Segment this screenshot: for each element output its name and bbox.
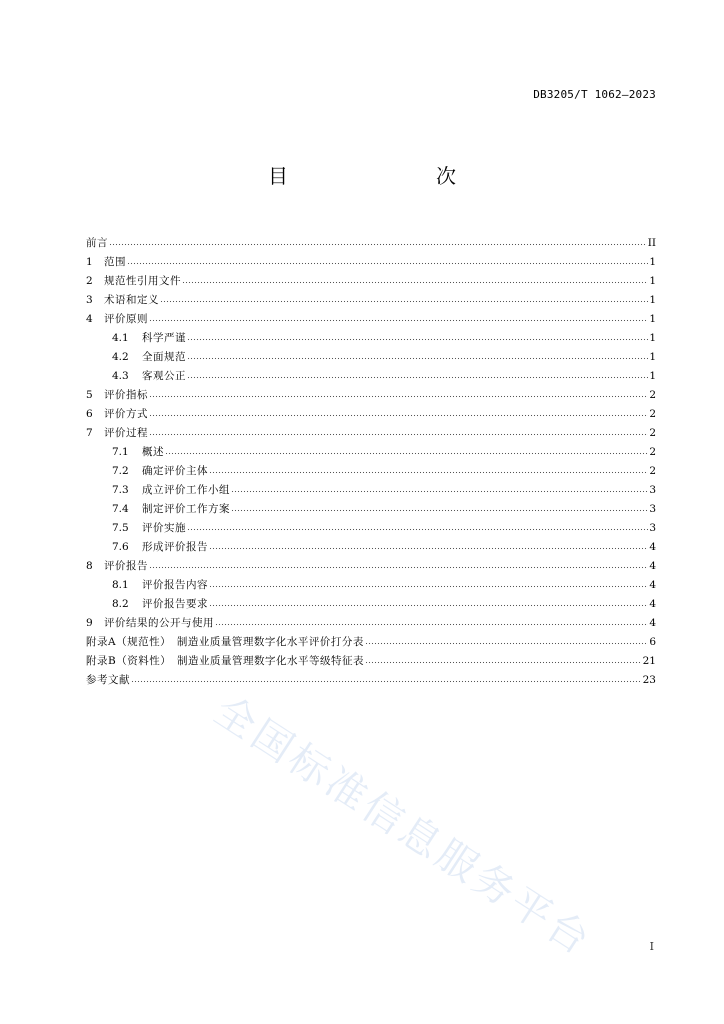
toc-dot-leader [365,639,648,645]
toc-entry[interactable] [86,310,656,329]
toc-entry[interactable] [86,652,656,671]
toc-entry-page: 2 [649,465,656,477]
toc-dot-leader [215,620,648,626]
toc-entry-number: 8.2 [112,598,129,610]
toc-entry-number: 4 [86,313,93,325]
toc-entry-page: 1 [649,370,656,382]
toc-entry[interactable] [86,557,656,576]
toc-entry[interactable] [86,443,656,462]
toc-dot-leader [209,582,648,588]
toc-entry[interactable] [86,595,656,614]
toc-entry-page: 4 [649,598,656,610]
toc-dot-leader [209,468,648,474]
toc-entry[interactable] [86,519,656,538]
toc-entry-label: 制定评价工作方案 [142,503,230,515]
toc-dot-leader [187,335,648,341]
toc-dot-leader [187,354,648,360]
toc-entry-label: 评价报告 [104,560,148,572]
toc-entry-number: 8 [86,560,93,572]
toc-entry-page: 2 [649,427,656,439]
toc-dot-leader [160,297,648,303]
toc-entry-label: 前言 [86,237,108,249]
toc-dot-leader [187,525,648,531]
toc-entry[interactable] [86,424,656,443]
toc-entry[interactable] [86,348,656,367]
toc-entry-page: 3 [649,503,656,515]
toc-entry-label: 评价指标 [104,389,148,401]
toc-entry[interactable] [86,272,656,291]
toc-entry-label: 科学严谨 [142,332,186,344]
toc-entry-page: 1 [649,313,656,325]
toc-entry-label: 全面规范 [142,351,186,363]
toc-entry-label: 评价方式 [104,408,148,420]
toc-entry-label: 客观公正 [142,370,186,382]
toc-dot-leader [131,677,642,683]
toc-dot-leader [127,259,648,265]
toc-entry-number: 7.3 [112,484,129,496]
toc-entry-label: 评价结果的公开与使用 [104,617,214,629]
toc-entry[interactable] [86,614,656,633]
page-title: 目 次 [268,164,492,188]
toc-entry[interactable] [86,234,656,253]
toc-entry-page: 4 [649,579,656,591]
toc-entry-label: 确定评价主体 [142,465,208,477]
toc-entry-number: 7.4 [112,503,129,515]
toc-dot-leader [109,240,647,246]
toc-dot-leader [231,487,648,493]
toc-entry-label: 评价报告内容 [142,579,208,591]
toc-entry-label: 概述 [142,446,164,458]
toc-entry[interactable] [86,367,656,386]
toc-entry[interactable] [86,386,656,405]
toc-entry-label: 范围 [104,256,126,268]
toc-entry-label: 附录A（规范性） 制造业质量管理数字化水平评价打分表 [86,636,364,648]
toc-entry-label: 评价过程 [104,427,148,439]
toc-dot-leader [149,430,648,436]
toc-entry-page: 6 [649,636,656,648]
toc-entry-number: 3 [86,294,93,306]
toc-entry-label: 附录B（资料性） 制造业质量管理数字化水平等级特征表 [86,655,364,667]
toc-entry-label: 成立评价工作小组 [142,484,230,496]
toc-entry-label: 评价原则 [104,313,148,325]
toc-dot-leader [365,658,642,664]
toc-entry-page: 2 [649,446,656,458]
toc-entry[interactable] [86,291,656,310]
toc-dot-leader [182,278,648,284]
toc-entry[interactable] [86,405,656,424]
toc-entry-label: 参考文献 [86,674,130,686]
toc-entry[interactable] [86,253,656,272]
toc-entry[interactable] [86,462,656,481]
toc-entry-number: 2 [86,275,93,287]
watermark: 全国标准信息服务平台 [206,687,601,966]
toc-entry-page: 4 [649,560,656,572]
toc-entry-page: 1 [649,351,656,363]
toc-entry-number: 7.5 [112,522,129,534]
document-code: DB3205/T 1062—2023 [533,88,656,101]
toc-entry-number: 9 [86,617,93,629]
toc-entry[interactable] [86,633,656,652]
toc-entry-number: 7 [86,427,93,439]
toc-entry-number: 1 [86,256,93,268]
toc-entry[interactable] [86,500,656,519]
toc-dot-leader [149,316,648,322]
toc-entry-number: 4.3 [112,370,129,382]
toc-dot-leader [149,563,648,569]
toc-entry-label: 形成评价报告 [142,541,208,553]
toc-dot-leader [149,392,648,398]
toc-entry-number: 5 [86,389,93,401]
toc-entry-page: 1 [649,275,656,287]
toc-entry-page: 4 [649,541,656,553]
page-number: I [649,940,654,953]
toc-entry-label: 评价实施 [142,522,186,534]
toc-entry[interactable] [86,481,656,500]
toc-entry-page: 3 [649,522,656,534]
toc-entry-number: 4.2 [112,351,129,363]
toc-entry-label: 规范性引用文件 [104,275,181,287]
toc-dot-leader [231,506,648,512]
toc-entry-page: 1 [649,294,656,306]
toc-entry-page: 2 [649,408,656,420]
toc-entry-number: 7.1 [112,446,129,458]
toc-entry[interactable] [86,671,656,690]
table-of-contents [86,234,656,690]
toc-entry-page: 1 [649,256,656,268]
toc-entry-number: 8.1 [112,579,129,591]
toc-entry-page: 2 [649,389,656,401]
toc-entry-number: 7.6 [112,541,129,553]
toc-entry[interactable] [86,538,656,557]
toc-entry-page: 4 [649,617,656,629]
toc-dot-leader [209,544,648,550]
toc-entry-label: 术语和定义 [104,294,159,306]
toc-dot-leader [187,373,648,379]
toc-entry-page: 23 [642,674,656,686]
toc-entry[interactable] [86,576,656,595]
toc-entry-number: 6 [86,408,93,420]
toc-dot-leader [165,449,648,455]
toc-entry-page: 1 [649,332,656,344]
toc-entry-number: 7.2 [112,465,129,477]
toc-entry-page: 3 [649,484,656,496]
toc-dot-leader [209,601,648,607]
toc-dot-leader [149,411,648,417]
toc-entry-page: 21 [642,655,656,667]
toc-entry-number: 4.1 [112,332,129,344]
toc-entry[interactable] [86,329,656,348]
toc-entry-page: II [647,237,656,249]
toc-entry-label: 评价报告要求 [142,598,208,610]
